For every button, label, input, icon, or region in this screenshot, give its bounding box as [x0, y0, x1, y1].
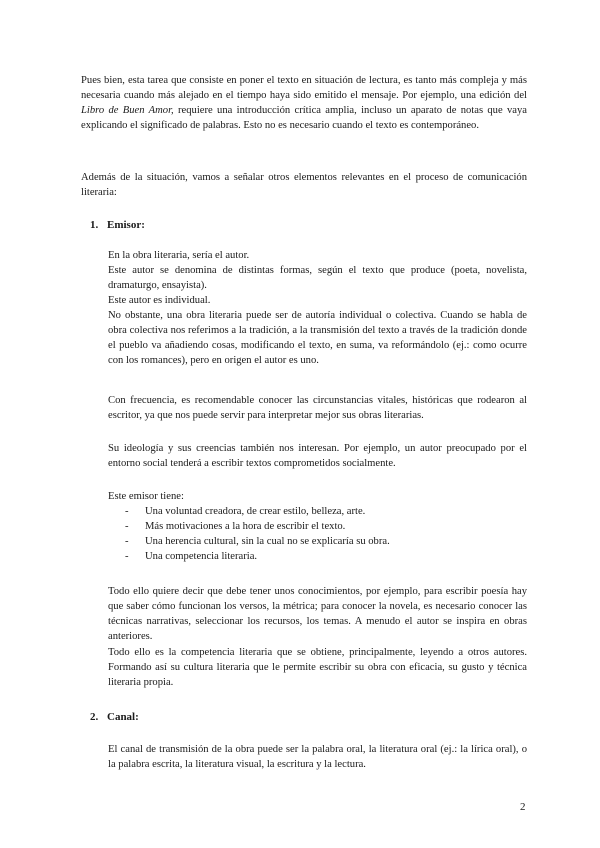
intro-paragraph: [81, 73, 527, 133]
list-item-text: Más motivaciones a la hora de escribir el texto.: [145, 521, 346, 532]
emisor-circunstancias-paragraph: Con frecuencia, es recomendable conocer las circunstancias vitales, históricas que rodearon al escritor, ya que nos puede servir para interpretar mejor sus obras literarias.: [108, 395, 527, 421]
intro-paragraph-2: Además de la situación, vamos a señalar otros elementos relevantes en el proceso de comunicación literaria:: [81, 172, 527, 198]
list-item-text: Una competencia literaria.: [145, 551, 258, 562]
list-item: [125, 549, 525, 564]
section-heading-emisor: [90, 218, 145, 233]
intro-text-after-title: requiere una introducción crítica amplia, incluso un aparato de notas que vaya explicando el significado de palabras. Esto no es necesario cuando el texto es contemporáneo.: [81, 105, 527, 131]
list-item: [125, 534, 525, 549]
section-title: Emisor:: [107, 219, 145, 231]
list-item: [125, 504, 525, 519]
list-dash: -: [125, 551, 129, 562]
list-item: [125, 519, 525, 534]
emisor-list-intro: Este emisor tiene:: [108, 491, 184, 502]
emisor-line: No obstante, una obra literaria puede ser de autoría individual o colectiva. Cuando se habla de obra colectiva nos referimos a la tradición, a la transmisión del texto a través de la tradición donde el pueblo va añadiendo cosas, modificando el texto, en suma, va reformándolo (ej.: como ocurre con los romances), pero en origen el autor es uno.: [108, 310, 527, 366]
canal-paragraph: El canal de transmisión de la obra puede ser la palabra oral, la literatura oral (ej.: la lírica oral), o la palabra escrita, la literatura visual, la escritura y la lectura.: [108, 744, 527, 770]
list-item-text: Una herencia cultural, sin la cual no se explicaría su obra.: [145, 536, 390, 547]
section-title: Canal:: [107, 711, 139, 723]
book-title: Libro de Buen Amor,: [81, 105, 174, 116]
list-item-text: Una voluntad creadora, de crear estilo, belleza, arte.: [145, 506, 366, 517]
page-number: 2: [520, 801, 526, 813]
list-dash: -: [125, 506, 129, 517]
emisor-traits-list: [125, 504, 525, 564]
section-heading-canal: [90, 710, 139, 725]
section-number: 2.: [90, 711, 99, 723]
list-dash: -: [125, 521, 129, 532]
emisor-line: Este autor se denomina de distintas formas, según el texto que produce (poeta, novelista, dramaturgo, ensayista).: [108, 265, 527, 291]
section-number: 1.: [90, 219, 99, 231]
intro-text-before-title: Pues bien, esta tarea que consiste en poner el texto en situación de lectura, es tanto más compleja y más necesaria cuando más alejado en el tiempo haya sido emitido el mensaje. Por ejemplo, una edición del: [81, 75, 527, 101]
emisor-ideologia-paragraph: Su ideología y sus creencias también nos interesan. Por ejemplo, un autor preocupado por el entorno social tenderá a escribir textos comprometidos socialmente.: [108, 443, 527, 469]
emisor-line: En la obra literaria, sería el autor.: [108, 250, 250, 261]
emisor-competencia-paragraph: Todo ello es la competencia literaria que se obtiene, principalmente, leyendo a otros autores. Formando así su cultura literaria que le permite escribir su obra con eficacia, su gusto y técnica literaria propia.: [108, 647, 527, 688]
emisor-conocimientos-paragraph: Todo ello quiere decir que debe tener unos conocimientos, por ejemplo, para escribir poesía hay que saber cómo funcionan los versos, la métrica; para conocer la novela, es necesario conocer las técnicas narrativas, seleccionar los recursos, los temas. A menudo el autor se inspira en obras anteriores.: [108, 586, 527, 642]
list-dash: -: [125, 536, 129, 547]
emisor-definition-block: [108, 248, 527, 368]
emisor-line: Este autor es individual.: [108, 295, 211, 306]
